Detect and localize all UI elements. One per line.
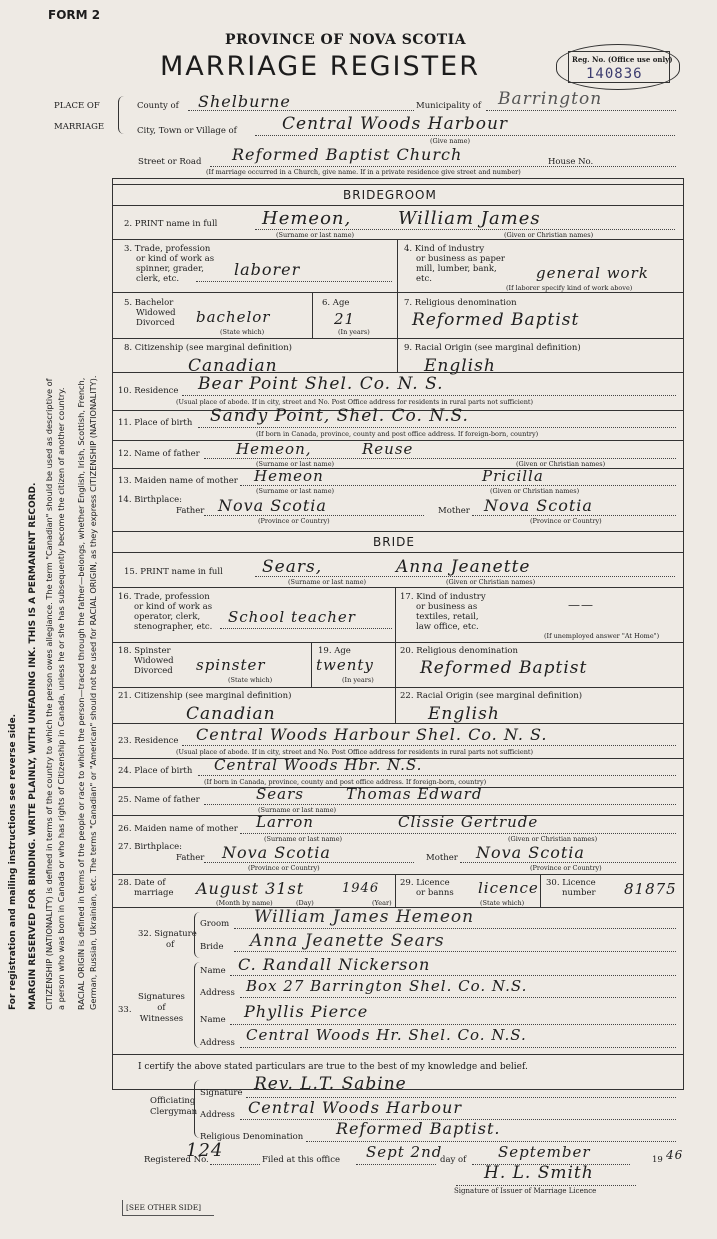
licence-state-which-hint: (State which) bbox=[480, 899, 525, 907]
bride-signature-line bbox=[234, 951, 676, 952]
groom-mother-bp-label: Mother bbox=[438, 506, 470, 516]
clergy-address-label: Address bbox=[200, 1110, 235, 1120]
clergy-denomination-label: Religious Denomination bbox=[200, 1132, 304, 1142]
street-line bbox=[210, 166, 676, 167]
groom-r5-bottom bbox=[112, 338, 684, 339]
groom-mother-given: Pricilla bbox=[482, 467, 544, 485]
bride-residence-label: 23. Residence bbox=[118, 736, 179, 746]
registered-no-label: Registered No. bbox=[144, 1155, 209, 1165]
witness1-name: C. Randall Nickerson bbox=[238, 955, 431, 974]
form-title: MARRIAGE REGISTER bbox=[160, 51, 480, 82]
witness2-address-line bbox=[240, 1047, 676, 1048]
province-heading: PROVINCE OF NOVA SCOTIA bbox=[225, 32, 467, 48]
city-line bbox=[255, 135, 675, 136]
bride-name-label: 15. PRINT name in full bbox=[124, 567, 223, 577]
municipality-label: Municipality of bbox=[416, 101, 481, 111]
bride-r16-divider bbox=[395, 587, 396, 642]
bride-r21-divider bbox=[395, 687, 396, 723]
street-note: (If marriage occurred in a Church, give name. If in a private residence give street and number) bbox=[206, 168, 521, 176]
bride-birthplace-line bbox=[198, 775, 676, 776]
witnesses-label: Signatures of Witnesses bbox=[138, 992, 185, 1024]
bride-age-value: twenty bbox=[316, 656, 374, 674]
groom-mother-line bbox=[240, 485, 676, 486]
bride-trade-value: School teacher bbox=[228, 608, 356, 626]
witness1-address-label: Address bbox=[200, 988, 235, 998]
groom-mother-label: 13. Maiden name of mother bbox=[118, 476, 238, 486]
groom-trade-line bbox=[196, 281, 392, 282]
groom-mother-bp-hint: (Province or Country) bbox=[530, 517, 602, 525]
issuer-signature-line bbox=[456, 1185, 636, 1186]
certify-statement: I certify the above stated particulars are true to the best of my knowledge and belief. bbox=[138, 1062, 528, 1072]
municipality-line bbox=[486, 110, 676, 111]
groom-father-bp-line bbox=[204, 515, 424, 516]
groom-residence-label: 10. Residence bbox=[118, 386, 179, 396]
groom-father-line bbox=[204, 458, 676, 459]
reg-number: 140836 bbox=[586, 66, 643, 82]
house-label: House No. bbox=[548, 157, 594, 167]
margin-citizenship-definition-2: a person who was born in Canada or who has rights of Citizenship in Canada, unless he or she has subsequently become the citizen of another country. bbox=[56, 387, 66, 1010]
signature-of-label: 32. Signature of bbox=[138, 929, 197, 950]
bride-religion-value: Reformed Baptist bbox=[420, 658, 588, 678]
footer-line bbox=[122, 1200, 214, 1216]
marriage-label: MARRIAGE bbox=[54, 122, 105, 132]
marriage-year-hint: (Year) bbox=[372, 899, 392, 907]
groom-birthplace-label: 11. Place of birth bbox=[118, 418, 193, 428]
groom-head-bottom bbox=[112, 205, 684, 206]
bride-birthplace-hint: (If born in Canada, province, county and post office address. If foreign-born, country) bbox=[204, 778, 487, 786]
clergy-signature: Rev. L.T. Sabine bbox=[254, 1074, 407, 1094]
clergy-signature-label: Signature bbox=[200, 1088, 243, 1098]
groom-origin-label: 9. Racial Origin (see marginal definition) bbox=[404, 343, 581, 353]
bride-head-bottom bbox=[112, 552, 684, 553]
county-value: Shelburne bbox=[198, 92, 291, 111]
bride-father-bp-line bbox=[204, 862, 414, 863]
bride-r16-bottom bbox=[112, 642, 684, 643]
filed-label: Filed at this office bbox=[262, 1155, 341, 1165]
groom-trade-label: 3. Trade, profession or kind of work as spinner, grader, clerk, etc. bbox=[124, 244, 215, 284]
issuer-signature: H. L. Smith bbox=[484, 1163, 594, 1183]
groom-mother-bp-line bbox=[472, 515, 676, 516]
groom-signature-line bbox=[234, 928, 676, 929]
groom-r5-divider-b bbox=[397, 292, 398, 338]
form-number: FORM 2 bbox=[48, 8, 101, 22]
groom-head-top bbox=[112, 184, 684, 185]
bride-trade-label: 16. Trade, profession or kind of work as operator, clerk, stenographer, etc. bbox=[118, 592, 213, 632]
bride-mother-surname: Larron bbox=[256, 813, 314, 831]
city-value: Central Woods Harbour bbox=[282, 114, 509, 134]
street-value: Reformed Baptist Church bbox=[232, 145, 463, 164]
groom-father-bp-hint: (Province or Country) bbox=[258, 517, 330, 525]
groom-status-value: bachelor bbox=[196, 308, 271, 326]
groom-name-label: 2. PRINT name in full bbox=[124, 219, 218, 229]
groom-residence-hint: (Usual place of abode. If in city, street and No. Post Office address for residents in rural parts not sufficient) bbox=[176, 398, 534, 406]
margin-racial-origin-definition: RACIAL ORIGIN is defined in terms of the people or race to which the person—traced through the father—belongs, whether English, Irish, Scottish, French, bbox=[76, 377, 86, 1010]
groom-birthplace-line bbox=[198, 427, 676, 428]
margin-racial-origin-definition-2: German, Russian, Ukrainian, etc. The terms "Canadian" or "American" should not be used for RACIAL ORIGIN, as they express CITIZENSHIP (NATIONALITY). bbox=[88, 375, 98, 1010]
issuer-signature-label: Signature of Issuer of Marriage Licence bbox=[454, 1187, 597, 1195]
licence-number-value: 81875 bbox=[624, 880, 677, 898]
bride-industry-hint: (If unemployed answer "At Home") bbox=[544, 632, 660, 640]
groom-religion-value: Reformed Baptist bbox=[412, 310, 580, 330]
bride-mother-bp-label: Mother bbox=[426, 853, 458, 863]
groom-mother-surname-hint: (Surname or last name) bbox=[256, 487, 335, 495]
bride-mother-bp-line bbox=[460, 862, 676, 863]
bride-r18-bottom bbox=[112, 687, 684, 688]
bride-r15-bottom bbox=[112, 587, 684, 588]
reg-no-label: Reg. No. (Office use only) bbox=[572, 55, 673, 64]
bride-mother-label: 26. Maiden name of mother bbox=[118, 824, 238, 834]
bride-origin-label: 22. Racial Origin (see marginal definition) bbox=[400, 691, 583, 701]
day-of-label: day of bbox=[440, 1155, 467, 1165]
bride-signature-label: Bride bbox=[200, 942, 224, 952]
give-name-hint: (Give name) bbox=[430, 137, 470, 145]
marriage-date-label: 28. Date of marriage bbox=[118, 878, 174, 898]
marriage-r28-divider-a bbox=[395, 874, 396, 907]
filed-day-value: Sept 2nd bbox=[366, 1143, 443, 1161]
bride-r18-divider-b bbox=[395, 642, 396, 687]
bride-residence-line bbox=[182, 745, 676, 746]
witness-bottom bbox=[112, 1054, 684, 1055]
marriage-year-value: 1946 bbox=[342, 881, 380, 896]
filed-month-value: September bbox=[498, 1143, 591, 1161]
marriage-month-hint: (Month by name) bbox=[216, 899, 273, 907]
bride-industry-label: 17. Kind of industry or business as textiles, retail, law office, etc. bbox=[400, 592, 486, 632]
place-brace bbox=[118, 96, 124, 134]
bride-residence-hint: (Usual place of abode. If in city, street and No. Post Office address for residents in rural parts not sufficient) bbox=[176, 748, 534, 756]
groom-age-value: 21 bbox=[334, 310, 356, 328]
licence-number-label: 30. Licence number bbox=[546, 878, 596, 898]
county-label: County of bbox=[137, 101, 179, 111]
groom-r8-divider bbox=[397, 338, 398, 372]
groom-age-label: 6. Age bbox=[322, 298, 350, 308]
filed-year-prefix: 19 bbox=[652, 1155, 663, 1165]
groom-industry-value: general work bbox=[536, 264, 649, 282]
bride-father-line bbox=[204, 804, 676, 805]
witnesses-number: 33. bbox=[118, 1005, 132, 1015]
clergy-denomination-line bbox=[306, 1141, 676, 1142]
bride-mother-surname-hint: (Surname or last name) bbox=[264, 835, 343, 843]
bride-trade-line bbox=[220, 628, 392, 629]
groom-citizenship-label: 8. Citizenship (see marginal definition) bbox=[124, 343, 292, 353]
groom-mother-bp-value: Nova Scotia bbox=[484, 496, 593, 515]
margin-citizenship-definition: CITIZENSHIP (NATIONALITY) is defined in terms of the country to which the person owes allegiance. The term "Canadian" should be used as descriptive of bbox=[44, 378, 54, 1010]
groom-r5-divider-a bbox=[312, 292, 313, 338]
groom-mother-surname: Hemeon bbox=[254, 467, 324, 485]
margin-instructions: For registration and mailing instructions see reverse side. bbox=[8, 713, 18, 1010]
municipality-value: Barrington bbox=[498, 89, 603, 109]
place-of-label: PLACE OF bbox=[54, 101, 100, 111]
registered-no-value: 124 bbox=[186, 1140, 224, 1161]
bride-father-label: 25. Name of father bbox=[118, 795, 200, 805]
bridegroom-heading: BRIDEGROOM bbox=[343, 188, 437, 202]
bride-signature: Anna Jeanette Sears bbox=[250, 931, 445, 951]
registered-no-line bbox=[210, 1164, 260, 1165]
groom-trade-value: laborer bbox=[234, 260, 301, 279]
witness1-name-line bbox=[230, 975, 676, 976]
marriage-day-hint: (Day) bbox=[296, 899, 314, 907]
bride-residence-value: Central Woods Harbour Shel. Co. N. S. bbox=[196, 725, 548, 744]
groom-age-hint: (In years) bbox=[338, 328, 370, 336]
bride-father-bp-value: Nova Scotia bbox=[222, 843, 331, 862]
witness1-name-label: Name bbox=[200, 966, 226, 976]
groom-father-surname: Hemeon, bbox=[236, 440, 312, 458]
bride-industry-value: —— bbox=[568, 598, 594, 612]
groom-residence-line bbox=[182, 395, 676, 396]
bride-origin-value: English bbox=[428, 704, 500, 724]
officiating-label: Officiating Clergyman bbox=[150, 1096, 198, 1117]
see-other-side: [SEE OTHER SIDE] bbox=[126, 1203, 202, 1212]
bride-birthplace-value: Central Woods Hbr. N.S. bbox=[214, 756, 423, 774]
groom-father-surname-hint: (Surname or last name) bbox=[256, 460, 335, 468]
groom-r3-divider bbox=[397, 239, 398, 292]
groom-father-given: Reuse bbox=[362, 440, 414, 458]
bride-status-hint: (State which) bbox=[228, 676, 273, 684]
groom-signature-label: Groom bbox=[200, 919, 230, 929]
witness2-name: Phyllis Pierce bbox=[244, 1002, 369, 1021]
groom-r3-bottom bbox=[112, 292, 684, 293]
bride-r27-bottom bbox=[112, 874, 684, 875]
groom-signature: William James Hemeon bbox=[254, 907, 475, 927]
groom-surname: Hemeon, bbox=[262, 208, 352, 229]
groom-surname-hint: (Surname or last name) bbox=[276, 231, 355, 239]
groom-industry-hint: (If laborer specify kind of work above) bbox=[506, 284, 633, 292]
groom-given-hint: (Given or Christian names) bbox=[504, 231, 594, 239]
bride-mother-bp-hint: (Province or Country) bbox=[530, 864, 602, 872]
bride-father-given: Thomas Edward bbox=[346, 785, 483, 803]
bride-citizenship-label: 21. Citizenship (see marginal definition) bbox=[118, 691, 292, 701]
groom-given: William James bbox=[398, 208, 541, 229]
groom-status-hint: (State which) bbox=[220, 328, 265, 336]
street-label: Street or Road bbox=[138, 157, 202, 167]
groom-father-bp-label: Father bbox=[176, 506, 205, 516]
licence-banns-value: licence bbox=[478, 879, 539, 897]
witness2-address-label: Address bbox=[200, 1038, 235, 1048]
groom-religion-label: 7. Religious denomination bbox=[404, 298, 517, 308]
filed-year-suffix: 46 bbox=[666, 1148, 684, 1162]
groom-name-line bbox=[255, 229, 675, 230]
bride-mother-given: Clissie Gertrude bbox=[398, 813, 539, 831]
bride-r21-bottom bbox=[112, 723, 684, 724]
witness2-name-line bbox=[230, 1024, 676, 1025]
groom-r12-bottom bbox=[112, 468, 684, 469]
bride-religion-label: 20. Religious denomination bbox=[400, 646, 519, 656]
bride-r18-divider-a bbox=[311, 642, 312, 687]
groom-origin-value: English bbox=[424, 356, 496, 376]
bride-status-label: 18. Spinster Widowed Divorced bbox=[118, 646, 174, 676]
groom-birthplace-hint: (If born in Canada, province, county and post office address. If foreign-born, country) bbox=[256, 430, 539, 438]
bride-mother-line bbox=[240, 833, 676, 834]
clergy-denomination: Reformed Baptist. bbox=[336, 1119, 501, 1138]
bride-parent-birthplace-label: 27. Birthplace: bbox=[118, 842, 183, 852]
bride-status-value: spinster bbox=[196, 656, 266, 674]
witness1-address: Box 27 Barrington Shel. Co. N.S. bbox=[246, 977, 528, 995]
groom-father-label: 12. Name of father bbox=[118, 449, 200, 459]
groom-mother-given-hint: (Given or Christian names) bbox=[490, 487, 580, 495]
bride-surname-hint: (Surname or last name) bbox=[288, 578, 367, 586]
groom-residence-value: Bear Point Shel. Co. N. S. bbox=[198, 374, 444, 394]
bride-father-surname: Sears bbox=[256, 785, 304, 803]
groom-r8-bottom bbox=[112, 372, 684, 373]
bride-mother-bp-value: Nova Scotia bbox=[476, 843, 585, 862]
marriage-r28-divider-b bbox=[540, 874, 541, 907]
bride-father-surname-hint: (Surname or last name) bbox=[258, 806, 337, 814]
marriage-date-value: August 31st bbox=[196, 879, 305, 898]
groom-parent-birthplace-label: 14. Birthplace: bbox=[118, 495, 183, 505]
bride-father-bp-hint: (Province or Country) bbox=[248, 864, 320, 872]
clergy-address: Central Woods Harbour bbox=[248, 1098, 462, 1117]
groom-citizenship-value: Canadian bbox=[188, 356, 278, 376]
witness2-address: Central Woods Hr. Shel. Co. N.S. bbox=[246, 1026, 527, 1044]
groom-father-bp-value: Nova Scotia bbox=[218, 496, 327, 515]
bride-father-bp-label: Father bbox=[176, 853, 205, 863]
groom-industry-label: 4. Kind of industry or business as paper mill, lumber, bank, etc. bbox=[404, 244, 505, 284]
margin-binding-note: MARGIN RESERVED FOR BINDING. WRITE PLAINLY, WITH UNFADING INK. THIS IS A PERMANENT RECORD. bbox=[28, 482, 38, 1010]
licence-banns-label: 29. Licence or banns bbox=[400, 878, 454, 898]
bride-citizenship-value: Canadian bbox=[186, 704, 276, 724]
groom-status-label: 5. Bachelor Widowed Divorced bbox=[124, 298, 176, 328]
witness2-name-label: Name bbox=[200, 1015, 226, 1025]
bride-given-hint: (Given or Christian names) bbox=[446, 578, 536, 586]
bride-age-hint: (In years) bbox=[342, 676, 374, 684]
bride-given: Anna Jeanette bbox=[396, 557, 531, 577]
bride-mother-given-hint: (Given or Christian names) bbox=[508, 835, 598, 843]
groom-r2-bottom bbox=[112, 239, 684, 240]
bride-birthplace-label: 24. Place of birth bbox=[118, 766, 193, 776]
city-label: City, Town or Village of bbox=[137, 126, 237, 136]
filed-day-line bbox=[356, 1164, 436, 1165]
witness1-address-line bbox=[240, 997, 676, 998]
groom-birthplace-value: Sandy Point, Shel. Co. N.S. bbox=[210, 406, 469, 426]
bride-surname: Sears, bbox=[262, 557, 323, 577]
bride-head-top bbox=[112, 531, 684, 532]
bride-age-label: 19. Age bbox=[318, 646, 351, 656]
groom-father-given-hint: (Given or Christian names) bbox=[516, 460, 606, 468]
bride-heading: BRIDE bbox=[373, 535, 415, 549]
